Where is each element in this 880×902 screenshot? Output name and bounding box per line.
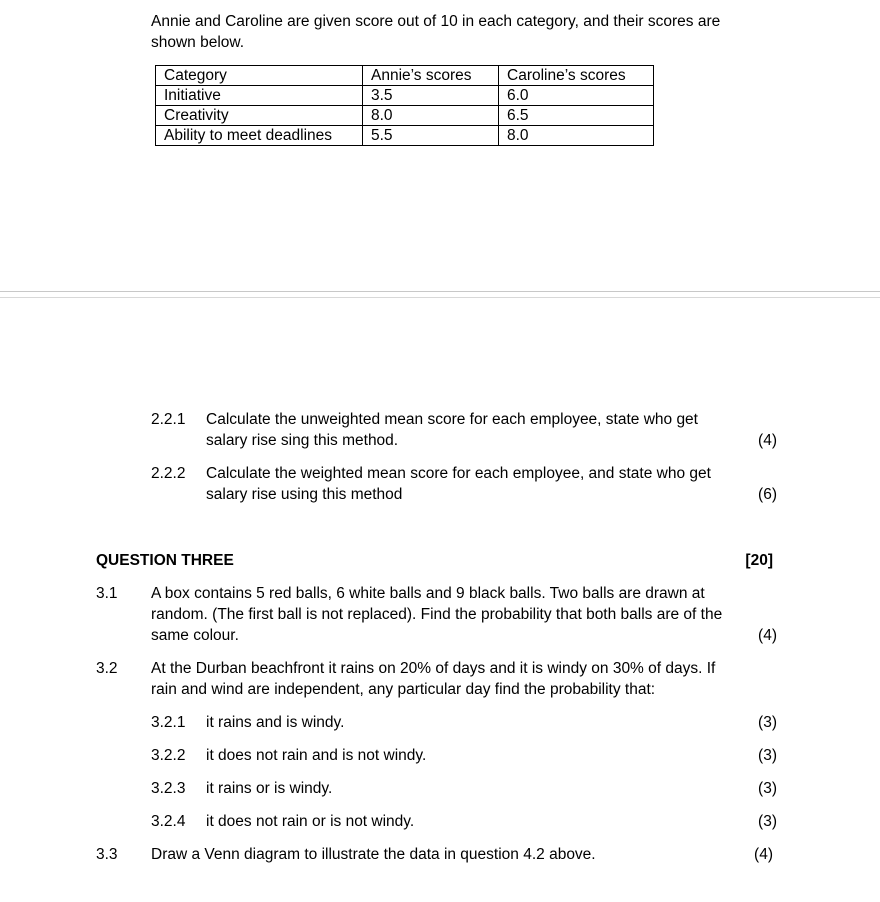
intro-line-1: Annie and Caroline are given score out of 10 in each category, and their scores are bbox=[151, 13, 721, 30]
question-text: rain and wind are independent, any particular day find the probability that: bbox=[151, 681, 656, 698]
table-header-cell: Category bbox=[156, 66, 363, 86]
table-cell: 6.0 bbox=[499, 86, 654, 106]
table-header-row bbox=[156, 66, 654, 86]
question-marks: (4) bbox=[754, 846, 773, 863]
question-text: salary rise sing this method. bbox=[206, 432, 399, 449]
question-text: same colour. bbox=[151, 627, 239, 644]
sub-question-text: it does not rain and is not windy. bbox=[206, 747, 427, 764]
page-break-line bbox=[0, 297, 880, 298]
question-text: At the Durban beachfront it rains on 20% of days and it is windy on 30% of days. If bbox=[151, 660, 716, 677]
table-cell: Creativity bbox=[156, 106, 363, 126]
table-row bbox=[156, 86, 654, 106]
sub-question-text: it rains and is windy. bbox=[206, 714, 345, 731]
section-title: QUESTION THREE bbox=[96, 552, 234, 569]
question-marks: (3) bbox=[758, 714, 777, 731]
question-text: random. (The first ball is not replaced). Find the probability that both balls are of the bbox=[151, 606, 723, 623]
question-marks: (3) bbox=[758, 747, 777, 764]
sub-question-text: it does not rain or is not windy. bbox=[206, 813, 415, 830]
question-marks: (4) bbox=[758, 627, 777, 644]
question-marks: (4) bbox=[758, 432, 777, 449]
table-cell: 8.0 bbox=[363, 106, 499, 126]
scores-table bbox=[155, 65, 654, 146]
table-header-cell: Annie’s scores bbox=[363, 66, 499, 86]
sub-question-number: 3.2.1 bbox=[151, 714, 186, 731]
sub-question-number: 3.2.2 bbox=[151, 747, 186, 764]
table-cell: 5.5 bbox=[363, 126, 499, 146]
question-number: 3.2 bbox=[96, 660, 118, 677]
sub-question-number: 3.2.3 bbox=[151, 780, 186, 797]
intro-line-2: shown below. bbox=[151, 34, 245, 51]
table-row bbox=[156, 106, 654, 126]
section-total-marks: [20] bbox=[745, 552, 773, 569]
table-cell: Ability to meet deadlines bbox=[156, 126, 363, 146]
question-text: Calculate the weighted mean score for each employee, and state who get bbox=[206, 465, 711, 482]
question-text: Draw a Venn diagram to illustrate the data in question 4.2 above. bbox=[151, 846, 596, 863]
question-marks: (6) bbox=[758, 486, 777, 503]
question-number: 2.2.2 bbox=[151, 465, 186, 482]
question-text: Calculate the unweighted mean score for each employee, state who get bbox=[206, 411, 698, 428]
question-marks: (3) bbox=[758, 813, 777, 830]
question-text: A box contains 5 red balls, 6 white balls and 9 black balls. Two balls are drawn at bbox=[151, 585, 705, 602]
table-cell: Initiative bbox=[156, 86, 363, 106]
table-row bbox=[156, 126, 654, 146]
table-cell: 6.5 bbox=[499, 106, 654, 126]
page-break-line bbox=[0, 291, 880, 292]
table-cell: 8.0 bbox=[499, 126, 654, 146]
sub-question-number: 3.2.4 bbox=[151, 813, 186, 830]
question-text: salary rise using this method bbox=[206, 486, 403, 503]
question-number: 3.1 bbox=[96, 585, 118, 602]
table-cell: 3.5 bbox=[363, 86, 499, 106]
table-header-cell: Caroline’s scores bbox=[499, 66, 654, 86]
question-number: 2.2.1 bbox=[151, 411, 186, 428]
question-marks: (3) bbox=[758, 780, 777, 797]
question-number: 3.3 bbox=[96, 846, 118, 863]
sub-question-text: it rains or is windy. bbox=[206, 780, 333, 797]
